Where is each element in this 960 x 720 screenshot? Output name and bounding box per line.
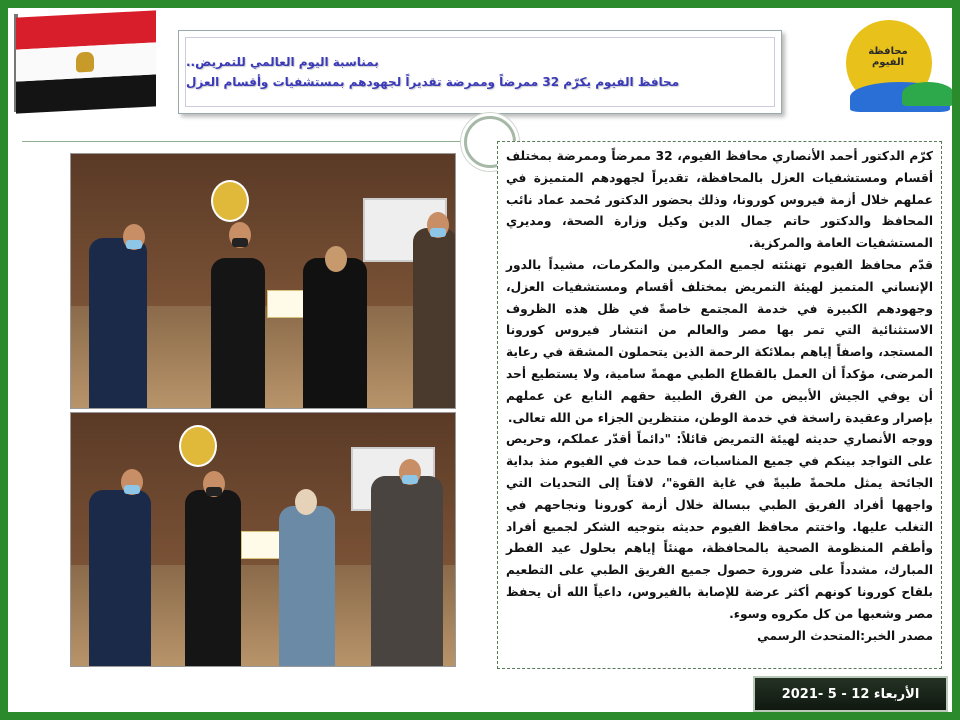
mask bbox=[430, 228, 446, 237]
person-head bbox=[325, 246, 347, 272]
person bbox=[185, 490, 241, 666]
date-banner bbox=[753, 676, 948, 712]
mask bbox=[206, 487, 222, 496]
headline-inner bbox=[185, 37, 775, 107]
person bbox=[371, 476, 443, 666]
mask bbox=[402, 475, 418, 484]
certificate bbox=[241, 531, 281, 559]
article-paragraph-1: كرّم الدكتور أحمد الأنصاري محافظ الفيوم، 32 ممرضاً وممرضة بمختلف أقسام ومستشفيات العزل بالمحافظة، تقديراً لجهودهم المتميزة في عملهم خلال أزمة فيروس كورونا، وذلك بحضور الدكتور مُحمد عماد نائب المحافظ والدكتور حاتم جمال الدين وكيل وزارة الصحة، ومديري المستشفيات العامة والمركزية. bbox=[506, 149, 933, 251]
emblem-icon bbox=[179, 425, 217, 467]
certificate bbox=[267, 290, 307, 318]
headline-line-2: محافظ الفيوم يكرّم 32 ممرضاً وممرضة تقديراً لجهودهم بمستشفيات وأقسام العزل bbox=[186, 75, 680, 89]
article-source: مصدر الخبر:المتحدث الرسمي bbox=[757, 628, 933, 643]
mask bbox=[124, 485, 140, 494]
person bbox=[89, 490, 151, 666]
date-text: الأربعاء 12 - 5 -2021 bbox=[781, 686, 920, 702]
governorate-logo-icon bbox=[838, 16, 954, 114]
headline-line-1: بمناسبة اليوم العالمي للتمريض.. bbox=[186, 55, 379, 69]
logo-text: محافظة الفيوم bbox=[868, 46, 908, 68]
emblem-icon bbox=[211, 180, 249, 222]
logo-green-wave bbox=[902, 82, 954, 106]
person bbox=[211, 258, 265, 408]
person bbox=[89, 238, 147, 408]
article-body bbox=[497, 141, 942, 669]
mask bbox=[126, 240, 142, 249]
mask bbox=[232, 238, 248, 247]
ceremony-photo-1 bbox=[70, 153, 456, 409]
article-paragraph-3: ووجه الأنصاري حديثه لهيئة التمريض قائلاً: "دائماً أقدّر عملكم، وحريص على التواجد بينكم في جميع المناسبات، فما حدث في الفيوم منذ بداية الجائحة يمثل ملحمةً طبيةً في غاية القوة"، لافتاً إلى التحديات التي واجهها أفراد الفريق الطبي ببسالة خلال أزمة كورونا ونجاحهم في التغلب عليها. واختتم محافظ الفيوم حديثه بتوجيه الشكر لجميع أفراد وأطقم المنظومة الصحية بالمحافظة، مهنئاً إياهم بحلول عيد الفطر المبارك، مشدداً على ضرورة حصول جميع الفريق الطبي على التطعيم بلقاح كورونا كونهم أكثر عرضة للإصابة بالفيروس، داعياً الله أن يحفظ مصر وشعبها من كل مكروه وسوء. bbox=[506, 432, 933, 621]
article-paragraph-2: قدّم محافظ الفيوم تهنئته لجميع المكرمين والمكرمات، مشيداً بالدور الإنساني المتميز لهيئة التمريض بمختلف أقسام ومستشفيات العزل، وجهودهم الكبيرة في خدمة المجتمع خاصةً في ظل هذه الظروف الاستثنائية التي تمر بها مصر والعالم من انتشار فيروس كورونا المستجد، واصفاً إياهم بملائكة الرحمة الذين يتحملون المشقة في رعاية المرضى، مؤكداً أن العمل بالقطاع الطبي مهمةً سامية، ولا يستطيع أحد أن يوفي الجيش الأبيض من الفرق الطبية حقهم النابع عن عملهم بإصرار وعقيدة راسخة في خدمة الوطن، منتظرين الجزاء من الله تعالى. bbox=[506, 257, 933, 425]
ceremony-photo-2 bbox=[70, 412, 456, 667]
headline-box bbox=[178, 30, 782, 114]
eagle-icon bbox=[76, 52, 94, 73]
person bbox=[303, 258, 367, 408]
person-head bbox=[295, 489, 317, 515]
person bbox=[279, 506, 335, 666]
person bbox=[413, 228, 456, 408]
egypt-flag-icon bbox=[16, 10, 156, 113]
